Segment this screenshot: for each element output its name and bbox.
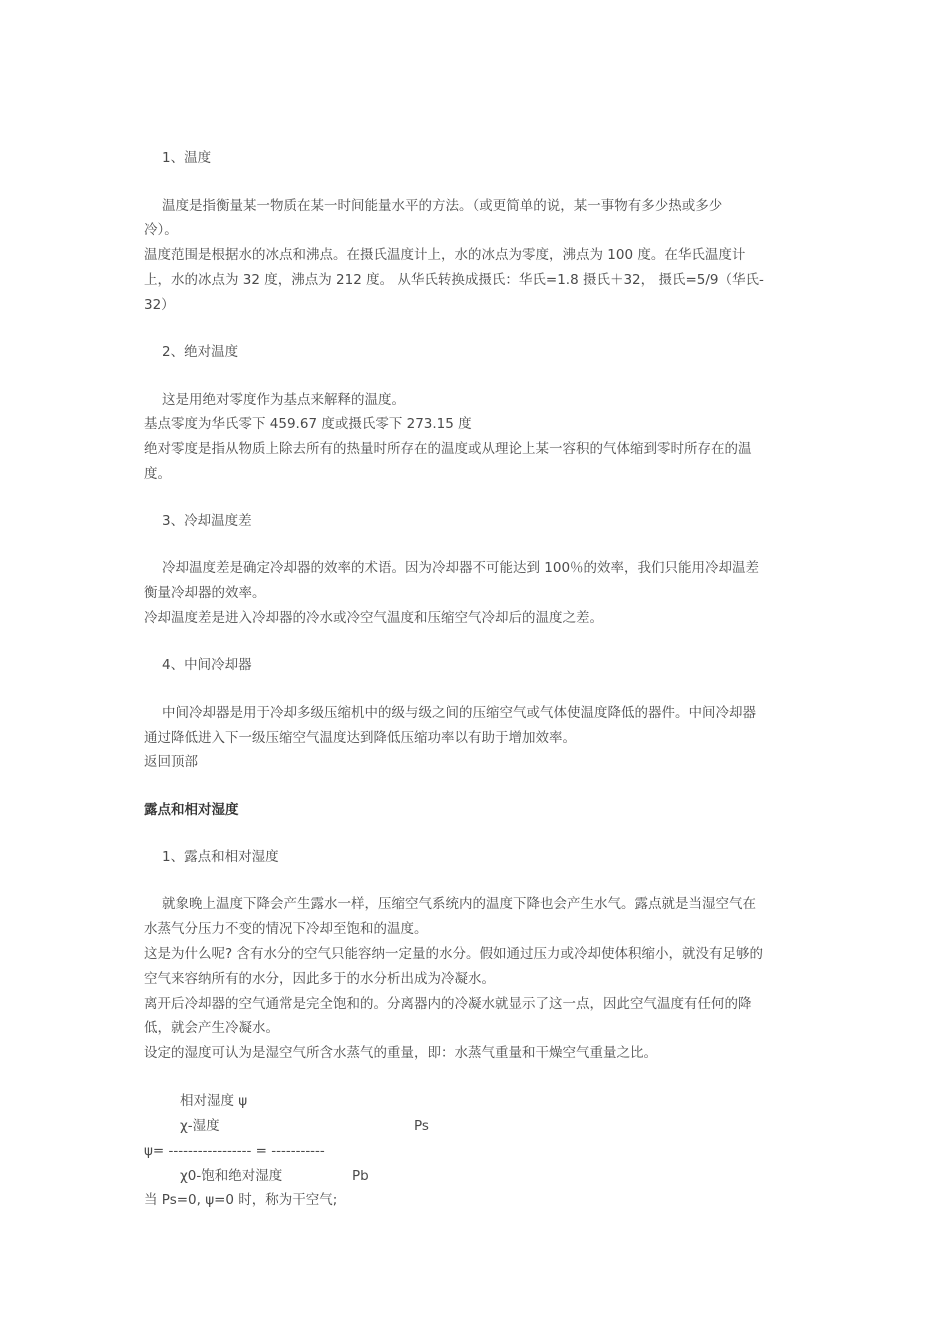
paragraph-line: 空气来容纳所有的水分，因此多于的水分析出成为冷凝水。: [144, 971, 495, 987]
heading-dew-point-relative-humidity: 1、露点和相对湿度: [162, 849, 279, 865]
paragraph-line: 上，水的冰点为 32 度，沸点为 212 度。 从华氏转换成摄氏：华氏=1.8 摄氏＋32， 摄氏=5/9（华氏-: [144, 272, 764, 288]
formula-label-relative-humidity: 相对湿度 ψ: [180, 1093, 248, 1109]
paragraph-line: 32）: [144, 297, 175, 313]
formula-numerator-right: Ps: [414, 1118, 429, 1134]
paragraph-line: 冷）。: [144, 222, 178, 238]
formula-fraction-line: ψ= ----------------- = -----------: [144, 1143, 325, 1159]
heading-absolute-temperature: 2、绝对温度: [162, 344, 239, 360]
paragraph-line: 温度是指衡量某一物质在某一时间能量水平的方法。（或更简单的说，某一事物有多少热或多少: [162, 198, 723, 214]
paragraph-line: 通过降低进入下一级压缩空气温度达到降低压缩功率以有助于增加效率。: [144, 730, 576, 746]
formula-numerator-left: χ-湿度: [180, 1118, 220, 1134]
back-to-top-link[interactable]: 返回顶部: [144, 754, 198, 770]
section-title-dew-point: 露点和相对湿度: [144, 802, 239, 818]
paragraph-line: 离开后冷却器的空气通常是完全饱和的。分离器内的冷凝水就显示了这一点，因此空气温度有任何的降: [144, 996, 752, 1012]
heading-cooling-temperature-difference: 3、冷却温度差: [162, 513, 252, 529]
heading-temperature: 1、温度: [162, 150, 212, 166]
paragraph-line: 低，就会产生冷凝水。: [144, 1020, 279, 1036]
paragraph-line: 衡量冷却器的效率。: [144, 585, 266, 601]
paragraph-line: 这是为什么呢? 含有水分的空气只能容纳一定量的水分。假如通过压力或冷却使体积缩小，就没有足够的: [144, 946, 763, 962]
paragraph-line: 冷却温度差是确定冷却器的效率的术语。因为冷却器不可能达到 100％的效率，我们只能用冷却温差: [162, 560, 760, 576]
paragraph-line: 这是用绝对零度作为基点来解释的温度。: [162, 392, 405, 408]
paragraph-line: 度。: [144, 466, 171, 482]
paragraph-line: 当 Ps=0, ψ=0 时，称为干空气;: [144, 1192, 338, 1208]
formula-denominator-left: χ0-饱和绝对湿度: [180, 1168, 283, 1184]
paragraph-line: 设定的湿度可认为是湿空气所含水蒸气的重量，即：水蒸气重量和干燥空气重量之比。: [144, 1045, 657, 1061]
paragraph-line: 温度范围是根据水的冰点和沸点。在摄氏温度计上，水的冰点为零度，沸点为 100 度。在华氏温度计: [144, 247, 746, 263]
paragraph-line: 就象晚上温度下降会产生露水一样，压缩空气系统内的温度下降也会产生水气。露点就是当湿空气在: [162, 896, 756, 912]
paragraph-line: 基点零度为华氏零下 459.67 度或摄氏零下 273.15 度: [144, 416, 472, 432]
paragraph-line: 中间冷却器是用于冷却多级压缩机中的级与级之间的压缩空气或气体使温度降低的器件。中间冷却器: [162, 705, 756, 721]
paragraph-line: 冷却温度差是进入冷却器的冷水或冷空气温度和压缩空气冷却后的温度之差。: [144, 610, 603, 626]
paragraph-line: 水蒸气分压力不变的情况下冷却至饱和的温度。: [144, 921, 428, 937]
paragraph-line: 绝对零度是指从物质上除去所有的热量时所存在的温度或从理论上某一容积的气体缩到零时所存在的温: [144, 441, 752, 457]
heading-intercooler: 4、中间冷却器: [162, 657, 252, 673]
formula-denominator-right: Pb: [352, 1168, 369, 1184]
